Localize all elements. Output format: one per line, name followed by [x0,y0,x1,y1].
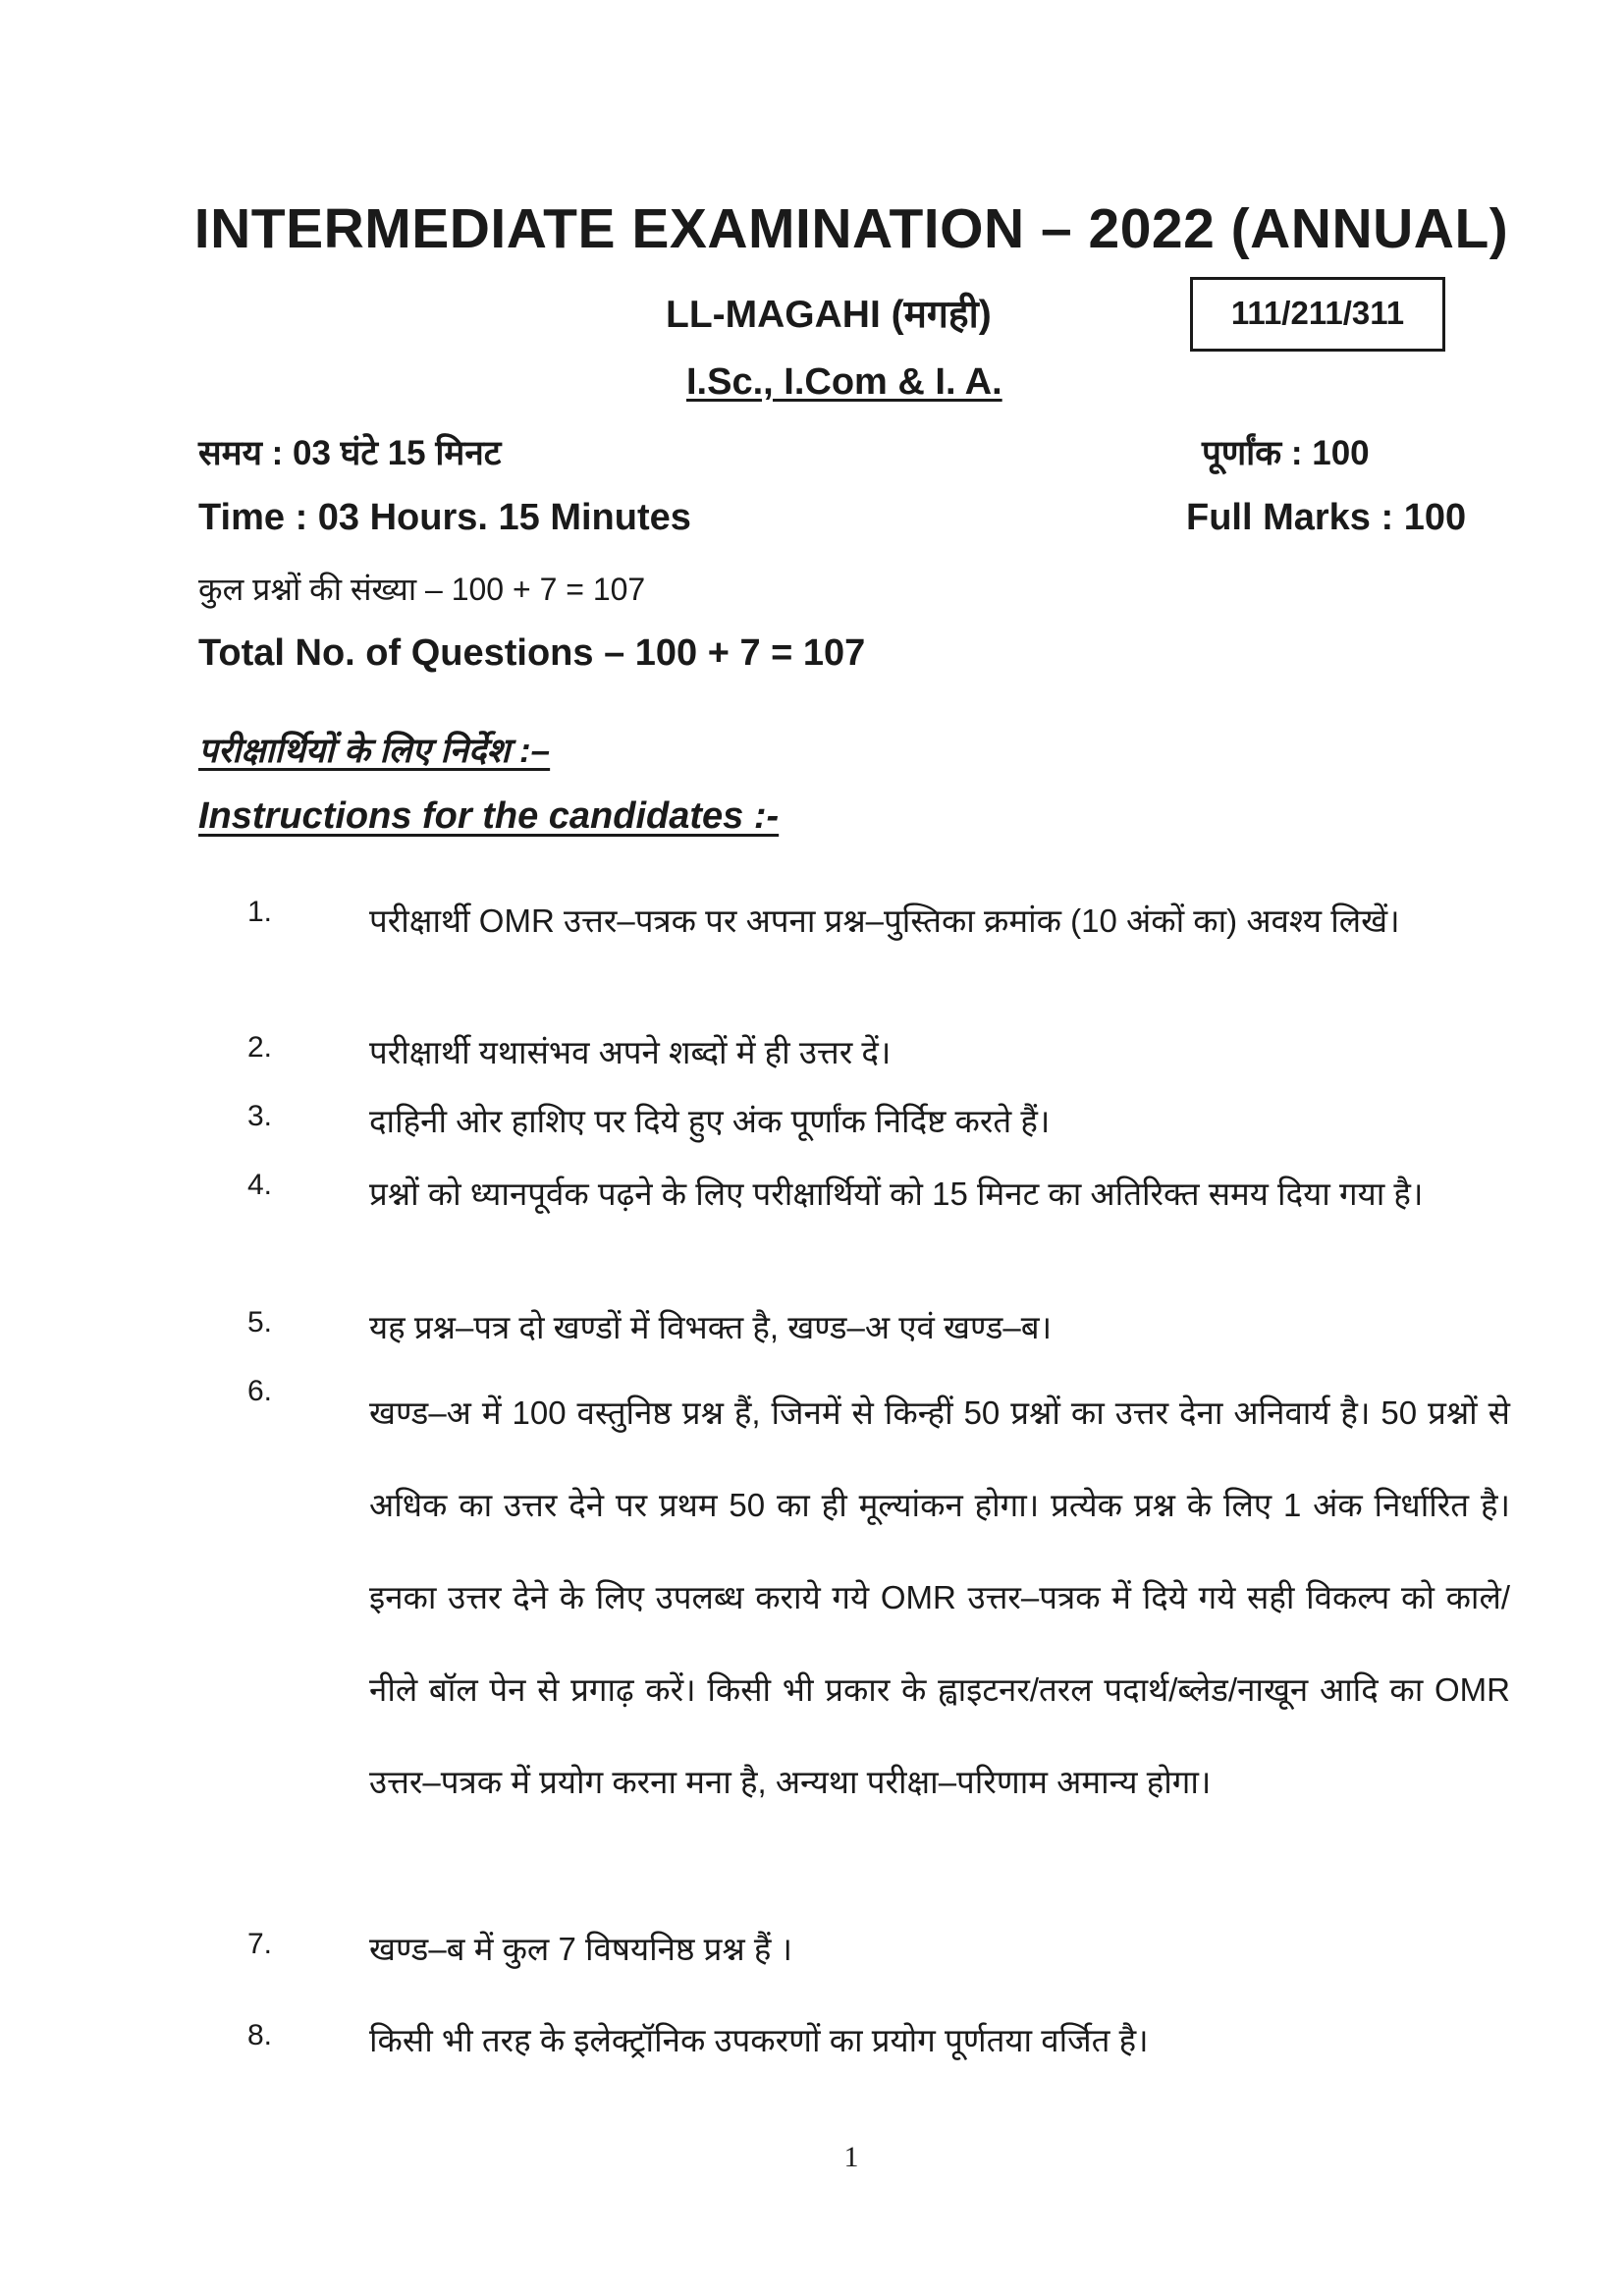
subject-name: LL-MAGAHI (मगही) [666,294,992,336]
instruction-text: खण्ड–ब में कुल 7 विषयनिष्ठ प्रश्न हैं । [369,1931,793,1967]
instruction-text: परीक्षार्थी यथासंभव अपने शब्दों में ही उत्तर दें। [369,1034,892,1070]
instruction-number: 1. [247,896,273,928]
instruction-number: 4. [247,1169,273,1201]
question-count-english: Total No. of Questions – 100 + 7 = 107 [198,632,866,674]
instruction-number: 7. [247,1928,273,1960]
instruction-text: किसी भी तरह के इलेक्ट्रॉनिक उपकरणों का प्रयोग पूर्णतया वर्जित है। [369,2022,1149,2058]
instruction-text: परीक्षार्थी OMR उत्तर–पत्रक पर अपना प्रश्न–पुस्तिका क्रमांक (10 अंकों का) अवश्य लिखें। [369,902,1400,939]
full-marks-hindi: पूर्णांक : 100 [1202,434,1370,472]
time-english: Time : 03 Hours. 15 Minutes [198,497,691,538]
instruction-number: 8. [247,2019,273,2051]
page-number: 1 [843,2141,859,2173]
instruction-number: 2. [247,1031,273,1064]
instruction-number: 6. [247,1375,273,1407]
instruction-text: दाहिनी ओर हाशिए पर दिये हुए अंक पूर्णांक निर्दिष्ट करते हैं। [369,1103,1051,1139]
streams-line: I.Sc., I.Com & I. A. [686,361,1002,403]
instruction-text: खण्ड–अ में 100 वस्तुनिष्ठ प्रश्न हैं, जिनमें से किन्हीं 50 प्रश्नों का उत्तर देना अनिवार्य है। 50 प्रश्नों से अधिक का उत्तर देने पर प्रथम 50 का ही मूल्यांकन होगा। प्रत्येक प्रश्न के लिए 1 अंक निर्धारित है। इनका उत्तर देने के लिए उपलब्ध कराये गये OMR उत्तर–पत्रक में दिये गये सही विकल्प को काले/नीले बॉल पेन से प्रगाढ़ करें। किसी भी प्रकार के ह्वाइटनर/तरल पदार्थ/ब्लेड/नाखून आदि का OMR उत्तर–पत्रक में प्रयोग करना मना है, अन्यथा परीक्षा–परिणाम अमान्य होगा। [369,1394,1510,1800]
instructions-heading-english: Instructions for the candidates :- [198,795,780,837]
subject-code-box: 111/211/311 [1190,277,1445,352]
instruction-text: प्रश्नों को ध्यानपूर्वक पढ़ने के लिए परीक्षार्थियों को 15 मिनट का अतिरिक्त समय दिया गया है। [369,1175,1424,1212]
full-marks-english: Full Marks : 100 [1186,497,1467,538]
instructions-heading-hindi: परीक्षार्थियों के लिए निर्देश :– [198,732,551,770]
exam-title: INTERMEDIATE EXAMINATION – 2022 (ANNUAL) [193,197,1509,260]
instruction-text: यह प्रश्न–पत्र दो खण्डों में विभक्त है, खण्ड–अ एवं खण्ड–ब। [369,1309,1053,1345]
instruction-number: 5. [247,1306,273,1339]
question-count-hindi: कुल प्रश्नों की संख्या – 100 + 7 = 107 [198,572,646,607]
time-hindi: समय : 03 घंटे 15 मिनट [198,434,502,472]
instruction-number: 3. [247,1100,273,1132]
